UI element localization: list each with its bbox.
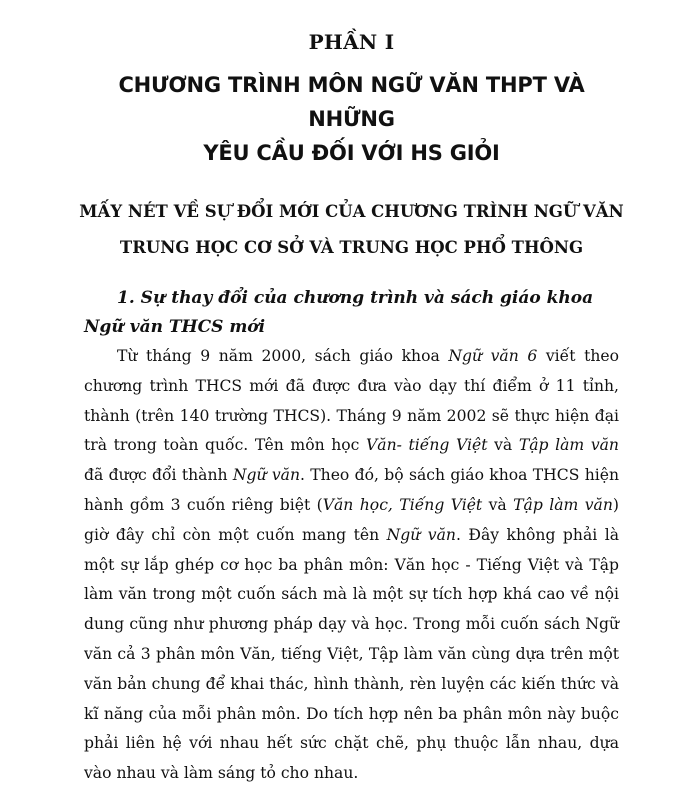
paragraph-text: viết theo chương trình THCS mới đã được đưa vào dạy thí điểm ở 11 tỉnh, thành (trên 140 trường THCS). Tháng 9 năm 2002 sẽ thực hiện đại trà trong toàn quốc. Tên môn học <box>84 347 620 455</box>
subject-name: Tập làm văn <box>513 495 613 514</box>
subject-name: Văn học, Tiếng Việt <box>322 495 483 514</box>
paragraph-text: và <box>487 436 519 455</box>
paragraph-text: . Đây không phải là một sự lắp ghép cơ học ba phân môn: Văn học - Tiếng Việt và Tập làm văn trong một cuốn sách mà là một sự tích hợp khá cao về nội dung cũng như phương pháp dạy và học. Trong mỗi cuốn sách Ngữ văn cả 3 phân môn Văn, tiếng Việt, Tập làm văn cùng dựa trên một văn bản chung để khai thác, hình thành, rèn luyện các kiến thức và kĩ năng của mỗi phân môn. Do tích hợp nên ba phân môn này buộc phải liên hệ với nhau hết sức chặt chẽ, phụ thuộc lẫn nhau, dựa vào nhau và làm sáng tỏ cho nhau. <box>84 525 619 783</box>
subsection-heading: 1. Sự thay đổi của chương trình và sách giáo khoa Ngữ văn THCS mới <box>84 288 594 337</box>
book-title: Ngữ văn 6 <box>448 347 538 365</box>
part-label: PHẦN I <box>308 30 395 54</box>
subject-name: Ngữ văn <box>232 466 300 485</box>
body-paragraph <box>84 342 619 789</box>
part-title-line-1: CHƯƠNG TRÌNH MÔN NGỮ VĂN THPT VÀ NHỮNG <box>118 73 585 131</box>
part-title <box>84 68 619 170</box>
subject-name: Văn- tiếng Việt <box>366 436 488 455</box>
paragraph-text: ) giờ đây chỉ còn một cuốn mang tên <box>84 495 619 544</box>
paragraph-text: đã được đổi thành <box>84 466 233 485</box>
subject-name: Tập làm văn <box>518 436 619 455</box>
paragraph-text: Từ tháng 9 năm 2000, sách giáo khoa <box>117 347 449 365</box>
subject-name: Ngữ văn <box>386 525 456 544</box>
paragraph-text: . Theo đó, bộ sách giáo khoa THCS hiện hành gồm 3 cuốn riêng biệt ( <box>84 466 619 514</box>
section-title <box>78 194 625 266</box>
section-title-line-2: TRUNG HỌC CƠ SỞ VÀ TRUNG HỌC PHỔ THÔNG <box>119 238 584 257</box>
section-title-line-1: MẤY NÉT VỀ SỰ ĐỔI MỚI CỦA CHƯƠNG TRÌNH NGỮ VĂN <box>79 202 624 221</box>
paragraph-text: và <box>482 495 514 514</box>
part-title-line-2: YÊU CẦU ĐỐI VỚI HS GIỎI <box>203 141 500 165</box>
